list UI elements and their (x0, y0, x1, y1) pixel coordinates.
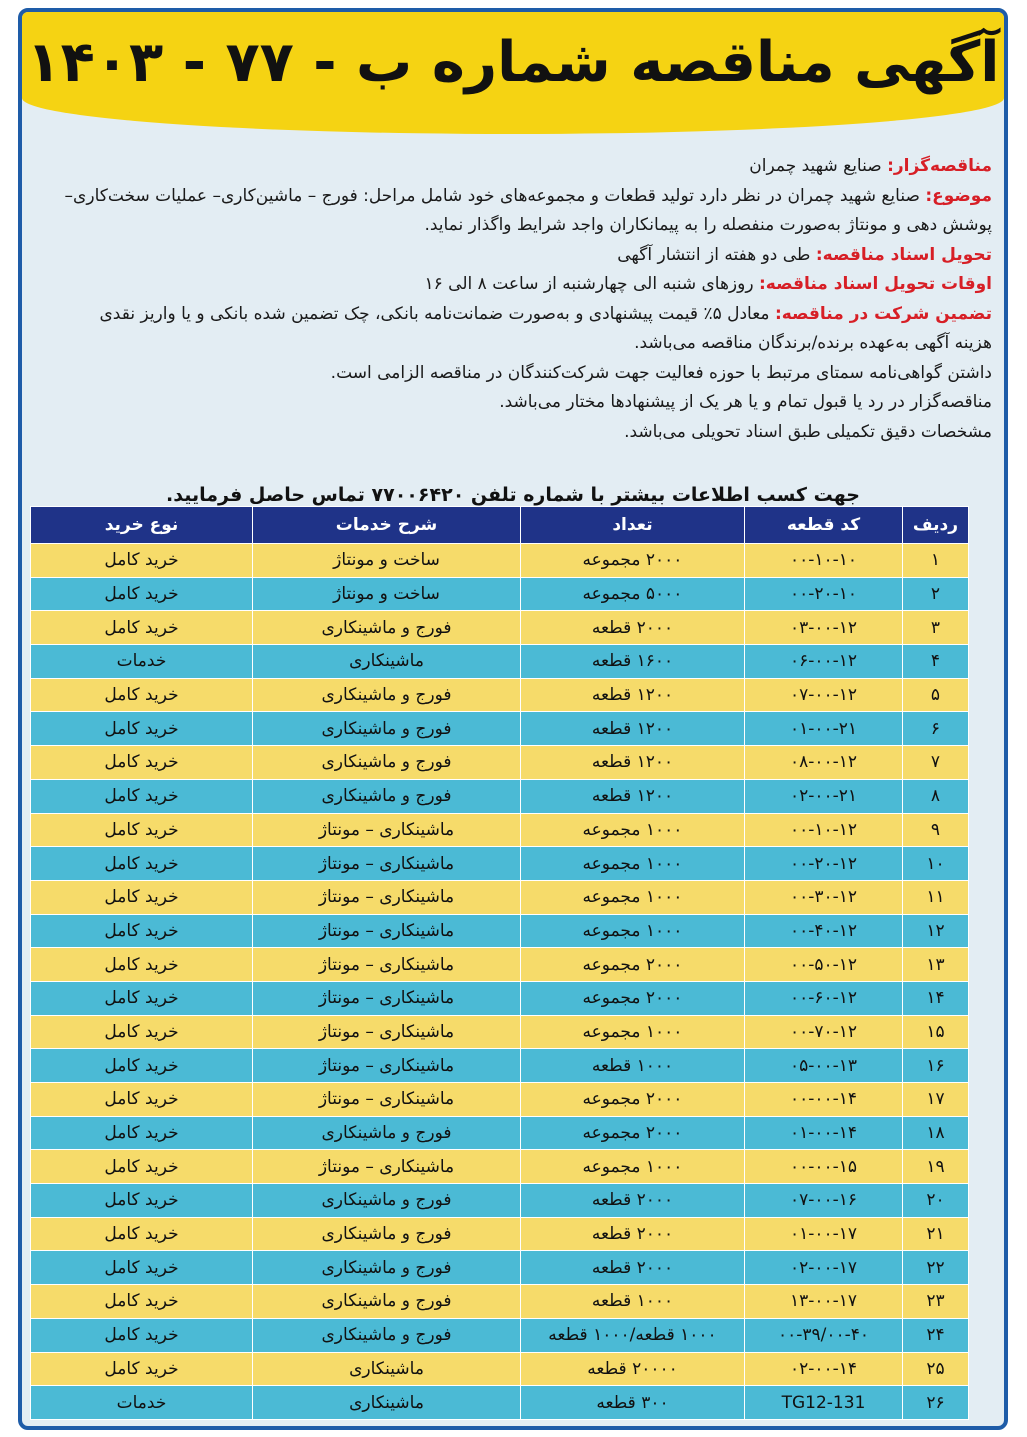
cell-service-description: ماشینکاری – مونتاژ (253, 880, 521, 914)
table-row (31, 1015, 969, 1049)
cell-service-description: ماشینکاری – مونتاژ (253, 847, 521, 881)
cell-purchase-type: خرید کامل (31, 1352, 253, 1386)
cell-quantity: ۲۰۰۰ قطعه (521, 611, 745, 645)
table-row (31, 645, 969, 679)
cell-purchase-type: خرید کامل (31, 847, 253, 881)
cell-part-code: ۰۰-۲۰-۱۲ (745, 847, 903, 881)
cell-service-description: فورج و ماشینکاری (253, 746, 521, 780)
cell-quantity: ۱۰۰۰ قطعه (521, 1049, 745, 1083)
cell-row-number: ۲ (903, 577, 969, 611)
cell-row-number: ۱۰ (903, 847, 969, 881)
cell-purchase-type: خرید کامل (31, 1015, 253, 1049)
cell-part-code: ۰۶-۰۰-۱۲ (745, 645, 903, 679)
cell-purchase-type: خدمات (31, 1386, 253, 1420)
cell-quantity: ۱۲۰۰ قطعه (521, 779, 745, 813)
table-row (31, 1386, 969, 1420)
header-part-code: کد قطعه (745, 507, 903, 544)
cell-row-number: ۱۲ (903, 914, 969, 948)
cell-service-description: ماشینکاری (253, 1352, 521, 1386)
cell-quantity: ۲۰۰۰ قطعه (521, 1217, 745, 1251)
cell-quantity: ۱۰۰۰ مجموعه (521, 1150, 745, 1184)
cell-part-code: ۰۷-۰۰-۱۲ (745, 678, 903, 712)
cell-service-description: فورج و ماشینکاری (253, 779, 521, 813)
cell-service-description: فورج و ماشینکاری (253, 1285, 521, 1319)
cell-purchase-type: خرید کامل (31, 577, 253, 611)
cell-service-description: فورج و ماشینکاری (253, 1217, 521, 1251)
cell-row-number: ۱۷ (903, 1083, 969, 1117)
cell-quantity: ۱۰۰۰ مجموعه (521, 914, 745, 948)
cell-quantity: ۱۶۰۰ قطعه (521, 645, 745, 679)
cell-part-code: ۱۳-۰۰-۱۷ (745, 1285, 903, 1319)
cell-part-code: ۰۲-۰۰-۱۴ (745, 1352, 903, 1386)
header-service-description: شرح خدمات (253, 507, 521, 544)
cell-purchase-type: خرید کامل (31, 1116, 253, 1150)
cell-purchase-type: خرید کامل (31, 1217, 253, 1251)
cell-service-description: ماشینکاری – مونتاژ (253, 914, 521, 948)
cell-service-description: ساخت و مونتاژ (253, 577, 521, 611)
cell-part-code: ۰۰-۱۰-۱۰ (745, 544, 903, 578)
cell-part-code: ۰۲-۰۰-۱۷ (745, 1251, 903, 1285)
cell-purchase-type: خرید کامل (31, 813, 253, 847)
table-row (31, 880, 969, 914)
header-banner (22, 12, 1004, 134)
table-row (31, 1049, 969, 1083)
cell-purchase-type: خدمات (31, 645, 253, 679)
cell-part-code: ۰۷-۰۰-۱۶ (745, 1184, 903, 1218)
header-row-number: ردیف (903, 507, 969, 544)
cell-quantity: ۵۰۰۰ مجموعه (521, 577, 745, 611)
hours-line (46, 270, 992, 300)
header-quantity: تعداد (521, 507, 745, 544)
cell-row-number: ۲۰ (903, 1184, 969, 1218)
cell-purchase-type: خرید کامل (31, 544, 253, 578)
table-row (31, 678, 969, 712)
cell-purchase-type: خرید کامل (31, 746, 253, 780)
cell-service-description: ساخت و مونتاژ (253, 544, 521, 578)
table-row (31, 611, 969, 645)
cell-row-number: ۱۱ (903, 880, 969, 914)
cell-quantity: ۱۰۰۰ مجموعه (521, 1015, 745, 1049)
table-row (31, 1285, 969, 1319)
cell-row-number: ۵ (903, 678, 969, 712)
cell-part-code: ۰۱-۰۰-۲۱ (745, 712, 903, 746)
ad-intro (46, 152, 992, 447)
cell-part-code: ۰۱-۰۰-۱۴ (745, 1116, 903, 1150)
table-header-row (31, 507, 969, 544)
cell-part-code: ۰۰-۳۹/۰۰-۴۰ (745, 1318, 903, 1352)
delivery-line (46, 241, 992, 271)
cell-quantity: ۲۰۰۰ مجموعه (521, 1116, 745, 1150)
subject-line (46, 182, 992, 241)
table-row (31, 1251, 969, 1285)
cell-service-description: فورج و ماشینکاری (253, 712, 521, 746)
hours-value: روزهای شنبه الی چهارشنبه از ساعت ۸ الی ۱۶ (424, 274, 754, 294)
cell-row-number: ۲۱ (903, 1217, 969, 1251)
table-row (31, 746, 969, 780)
ad-title: آگهی مناقصه شماره ب - ۷۷ - ۱۴۰۳ (26, 30, 1000, 95)
cell-purchase-type: خرید کامل (31, 1150, 253, 1184)
cell-service-description: فورج و ماشینکاری (253, 1116, 521, 1150)
cell-row-number: ۲۵ (903, 1352, 969, 1386)
cell-purchase-type: خرید کامل (31, 948, 253, 982)
cell-row-number: ۱۴ (903, 981, 969, 1015)
delivery-label: تحویل اسناد مناقصه: (815, 244, 992, 265)
guarantee-label: تضمین شرکت در مناقصه: (774, 303, 992, 324)
table-row (31, 914, 969, 948)
cell-service-description: ماشینکاری – مونتاژ (253, 981, 521, 1015)
table-row (31, 1116, 969, 1150)
cell-row-number: ۲۴ (903, 1318, 969, 1352)
cell-row-number: ۱ (903, 544, 969, 578)
cell-row-number: ۲۲ (903, 1251, 969, 1285)
note-line: داشتن گواهی‌نامه سمتای مرتبط با حوزه فعالیت جهت شرکت‌کنندگان در مناقصه الزامی است. (330, 362, 992, 383)
cell-row-number: ۱۹ (903, 1150, 969, 1184)
cell-service-description: ماشینکاری – مونتاژ (253, 1150, 521, 1184)
cell-part-code: ۰۸-۰۰-۱۲ (745, 746, 903, 780)
table-row (31, 1184, 969, 1218)
cell-quantity: ۲۰۰۰ مجموعه (521, 1083, 745, 1117)
cell-service-description: فورج و ماشینکاری (253, 1184, 521, 1218)
cell-service-description: فورج و ماشینکاری (253, 611, 521, 645)
cell-quantity: ۲۰۰۰ قطعه (521, 1251, 745, 1285)
note-line: هزینه آگهی به‌عهده برنده/برندگان مناقصه می‌باشد. (634, 333, 992, 353)
cell-service-description: ماشینکاری – مونتاژ (253, 1015, 521, 1049)
table-row (31, 813, 969, 847)
cell-purchase-type: خرید کامل (31, 1184, 253, 1218)
organizer-label: مناقصه‌گزار: (887, 156, 992, 176)
cell-part-code: ۰۰-۰۰-۱۴ (745, 1083, 903, 1117)
cell-quantity: ۳۰۰ قطعه (521, 1386, 745, 1420)
subject-value: صنایع شهید چمران در نظر دارد تولید قطعات و مجموعه‌های خود شامل مراحل: فورج – ماشین‌کاری– عملیات سخت‌کاری– پوشش دهی و مونتاژ به‌صورت منفصله را به پیمانکاران واجد شرایط واگذار نماید. (64, 185, 992, 235)
cell-service-description: فورج و ماشینکاری (253, 678, 521, 712)
cell-purchase-type: خرید کامل (31, 1083, 253, 1117)
items-table (30, 506, 969, 1420)
organizer-value: صنایع شهید چمران (749, 156, 882, 176)
table-row (31, 1150, 969, 1184)
table-row (31, 1083, 969, 1117)
table-row (31, 779, 969, 813)
table-row (31, 544, 969, 578)
cell-row-number: ۲۳ (903, 1285, 969, 1319)
cell-purchase-type: خرید کامل (31, 712, 253, 746)
cell-quantity: ۱۲۰۰ قطعه (521, 678, 745, 712)
cell-row-number: ۱۳ (903, 948, 969, 982)
note-line: مشخصات دقیق تکمیلی طبق اسناد تحویلی می‌باشد. (624, 421, 992, 442)
cell-purchase-type: خرید کامل (31, 1285, 253, 1319)
cell-quantity: ۱۰۰۰ قطعه (521, 1285, 745, 1319)
cell-purchase-type: خرید کامل (31, 914, 253, 948)
cell-part-code: ۰۵-۰۰-۱۳ (745, 1049, 903, 1083)
table-row (31, 577, 969, 611)
cell-part-code: ۰۱-۰۰-۱۷ (745, 1217, 903, 1251)
cell-purchase-type: خرید کامل (31, 1251, 253, 1285)
cell-quantity: ۱۰۰۰ مجموعه (521, 847, 745, 881)
table-row (31, 948, 969, 982)
cell-part-code: TG12-131 (745, 1386, 903, 1420)
cell-part-code: ۰۲-۰۰-۲۱ (745, 779, 903, 813)
guarantee-line (46, 300, 992, 330)
table-row (31, 1352, 969, 1386)
table-row (31, 712, 969, 746)
cell-service-description: فورج و ماشینکاری (253, 1318, 521, 1352)
cell-row-number: ۳ (903, 611, 969, 645)
cell-purchase-type: خرید کامل (31, 678, 253, 712)
cell-service-description: ماشینکاری – مونتاژ (253, 948, 521, 982)
table-row (31, 1318, 969, 1352)
cell-service-description: ماشینکاری – مونتاژ (253, 1083, 521, 1117)
cell-quantity: ۱۰۰۰ مجموعه (521, 880, 745, 914)
cell-part-code: ۰۰-۶۰-۱۲ (745, 981, 903, 1015)
cell-part-code: ۰۰-۴۰-۱۲ (745, 914, 903, 948)
cell-row-number: ۴ (903, 645, 969, 679)
cell-quantity: ۲۰۰۰ مجموعه (521, 981, 745, 1015)
cell-purchase-type: خرید کامل (31, 1318, 253, 1352)
cell-service-description: ماشینکاری – مونتاژ (253, 813, 521, 847)
cell-part-code: ۰۰-۷۰-۱۲ (745, 1015, 903, 1049)
cell-quantity: ۲۰۰۰ مجموعه (521, 948, 745, 982)
cell-service-description: فورج و ماشینکاری (253, 1251, 521, 1285)
cell-quantity: ۱۰۰۰ مجموعه (521, 813, 745, 847)
delivery-value: طی دو هفته از انتشار آگهی (617, 244, 811, 265)
cell-service-description: ماشینکاری (253, 645, 521, 679)
cell-part-code: ۰۰-۲۰-۱۰ (745, 577, 903, 611)
cell-service-description: ماشینکاری (253, 1386, 521, 1420)
table-row (31, 981, 969, 1015)
cell-part-code: ۰۰-۰۰-۱۵ (745, 1150, 903, 1184)
cell-purchase-type: خرید کامل (31, 981, 253, 1015)
cell-row-number: ۱۸ (903, 1116, 969, 1150)
cell-quantity: ۲۰۰۰ مجموعه (521, 544, 745, 578)
organizer-line (46, 152, 992, 182)
cell-part-code: ۰۳-۰۰-۱۲ (745, 611, 903, 645)
cell-service-description: ماشینکاری – مونتاژ (253, 1049, 521, 1083)
cell-quantity: ۲۰۰۰ قطعه (521, 1184, 745, 1218)
hours-label: اوقات تحویل اسناد مناقصه: (758, 274, 992, 294)
cell-part-code: ۰۰-۳۰-۱۲ (745, 880, 903, 914)
cell-quantity: ۱۰۰۰ قطعه/۱۰۰۰ قطعه (521, 1318, 745, 1352)
cell-row-number: ۷ (903, 746, 969, 780)
table-row (31, 847, 969, 881)
subject-label: موضوع: (925, 185, 992, 206)
cell-purchase-type: خرید کامل (31, 611, 253, 645)
cell-purchase-type: خرید کامل (31, 779, 253, 813)
cell-row-number: ۶ (903, 712, 969, 746)
cell-row-number: ۱۶ (903, 1049, 969, 1083)
table-row (31, 1217, 969, 1251)
header-purchase-type: نوع خرید (31, 507, 253, 544)
cell-purchase-type: خرید کامل (31, 1049, 253, 1083)
cell-row-number: ۹ (903, 813, 969, 847)
cell-row-number: ۸ (903, 779, 969, 813)
cell-part-code: ۰۰-۱۰-۱۲ (745, 813, 903, 847)
cell-quantity: ۱۲۰۰ قطعه (521, 712, 745, 746)
cell-row-number: ۲۶ (903, 1386, 969, 1420)
contact-line: جهت کسب اطلاعات بیشتر با شماره تلفن ۷۷۰۰۶۴۲۰ تماس حاصل فرمایید. (166, 484, 860, 506)
cell-quantity: ۲۰۰۰۰ قطعه (521, 1352, 745, 1386)
cell-quantity: ۱۲۰۰ قطعه (521, 746, 745, 780)
note-line: مناقصه‌گزار در رد یا قبول تمام و یا هر یک از پیشنهادها مختار می‌باشد. (499, 392, 992, 412)
cell-part-code: ۰۰-۵۰-۱۲ (745, 948, 903, 982)
cell-purchase-type: خرید کامل (31, 880, 253, 914)
cell-row-number: ۱۵ (903, 1015, 969, 1049)
guarantee-value: معادل ۵٪ قیمت پیشنهادی و به‌صورت ضمانت‌نامه بانکی، چک تضمین شده بانکی و یا واریز نقدی (99, 303, 770, 324)
